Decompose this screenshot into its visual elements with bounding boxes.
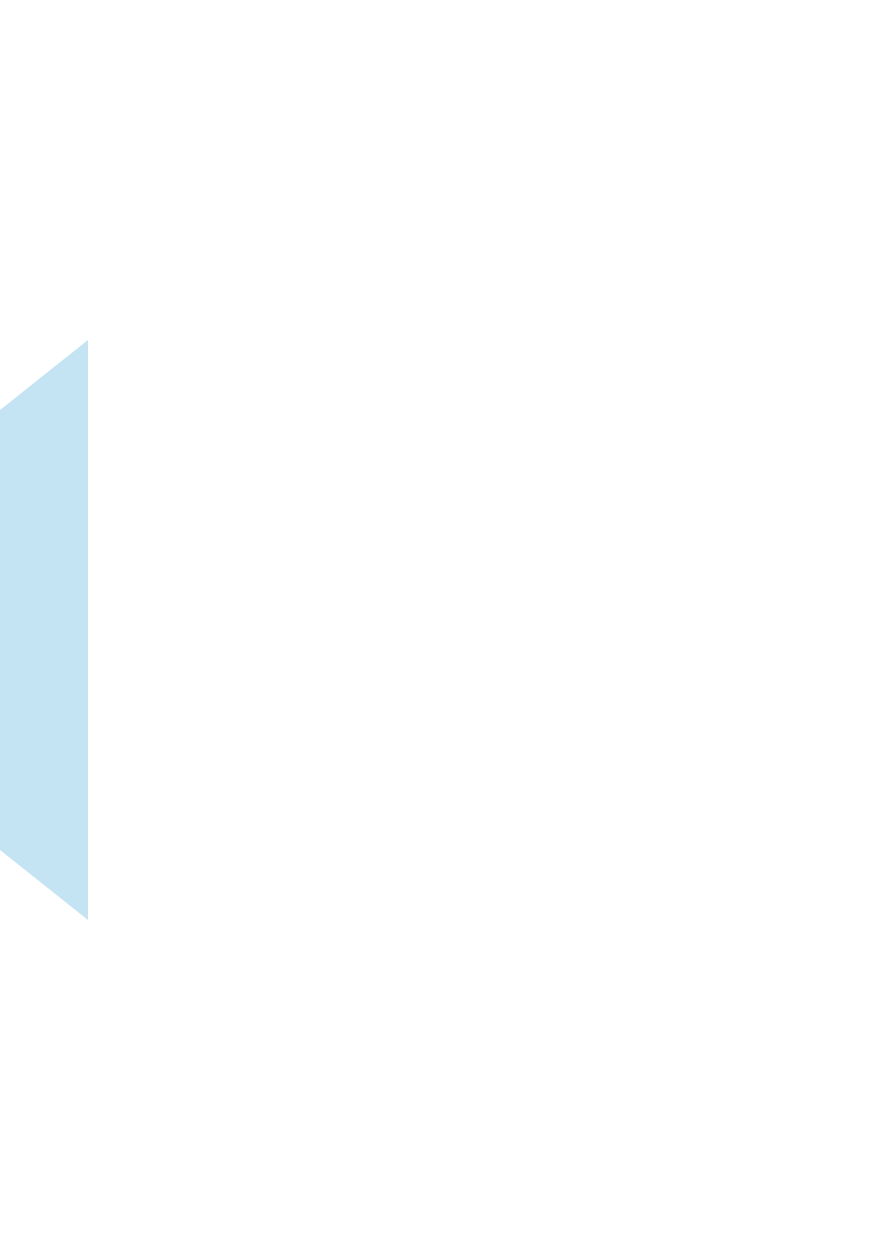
page-content [84,103,794,123]
apple-pattern-top [0,0,881,105]
side-ribbon [0,340,88,920]
apple-pattern-right [862,105,881,1148]
apple-pattern-bottom [0,1148,881,1258]
